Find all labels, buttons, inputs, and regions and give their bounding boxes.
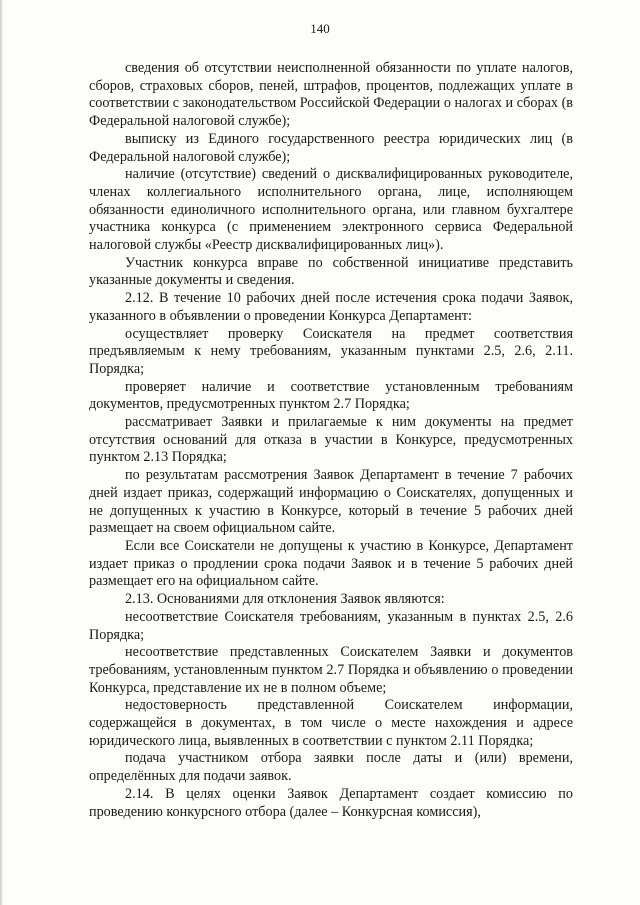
paragraph: Участник конкурса вправе по собственной инициативе представить указанные документы и сведения. [89, 254, 573, 289]
page-edge [0, 0, 3, 905]
paragraph: рассматривает Заявки и прилагаемые к ним документы на предмет отсутствия оснований для отказа в участии в Конкурсе, предусмотренных пунктом 2.13 Порядка; [89, 414, 573, 466]
paragraph: 2.13. Основаниями для отклонения Заявок являются: [125, 591, 445, 608]
paragraph: 2.12. В течение 10 рабочих дней после истечения срока подачи Заявок, указанного в объявлении о проведении Конкурса Департамент: [89, 290, 573, 324]
paragraph: 2.14. В целях оценки Заявок Департамент создает комиссию по проведению конкурсного отбора (далее – Конкурсная комиссия), [89, 785, 573, 820]
paragraph: недостоверность представленной Соискателем информации, содержащейся в документах, в том числе о месте нахождения и адресе юридического лица, выявленных в соответствии с пунктом 2.11 Порядка; [89, 697, 573, 749]
paragraph: несоответствие представленных Соискателем Заявки и документов требованиям, установленным пунктом 2.7 Порядка и объявлению о проведении Конкурса, представление их не в полном объеме; [89, 644, 573, 696]
page-number: 140 [310, 21, 330, 36]
paragraph: наличие (отсутствие) сведений о дисквалифицированных руководителе, членах коллегиального исполнительного органа, лице, исполняющем обязанности единоличного исполнительного органа, или главном бухгалтере участника конкурса (с применением электронного сервиса Федеральной налоговой службы «Реестр дисквалифицированных лиц»). [89, 166, 573, 254]
paragraph: выписку из Единого государственного реестра юридических лиц (в Федеральной налоговой службе); [89, 130, 573, 165]
paragraph: сведения об отсутствии неисполненной обязанности по уплате налогов, сборов, страховых сборов, пеней, штрафов, процентов, подлежащих уплате в соответствии с законодательством Российской Федерации о налогах и сборах (в Федеральной налоговой службе); [89, 60, 573, 130]
paragraph: по результатам рассмотрения Заявок Департамент в течение 7 рабочих дней издает приказ, содержащий информацию о Соискателях, допущенных и не допущенных к участию в Конкурсе, который в течение 5 рабочих дней размещает на своем официальном сайте. [89, 467, 573, 537]
paragraph: проверяет наличие и соответствие установленным требованиям документов, предусмотренных пунктом 2.7 Порядка; [89, 378, 573, 413]
paragraph: подача участником отбора заявки после даты и (или) времени, определённых для подачи заявок. [89, 750, 573, 785]
paragraph: Если все Соискатели не допущены к участию в Конкурсе, Департамент издает приказ о продлении срока подачи Заявок и в течение 5 рабочих дней размещает его на официальном сайте. [89, 537, 573, 590]
paragraph: осуществляет проверку Соискателя на предмет соответствия предъявляемым к нему требованиям, указанным пунктами 2.5, 2.6, 2.11. Порядка; [89, 325, 573, 377]
paragraph: несоответствие Соискателя требованиям, указанным в пунктах 2.5, 2.6 Порядка; [89, 608, 573, 643]
document-body [89, 60, 573, 821]
